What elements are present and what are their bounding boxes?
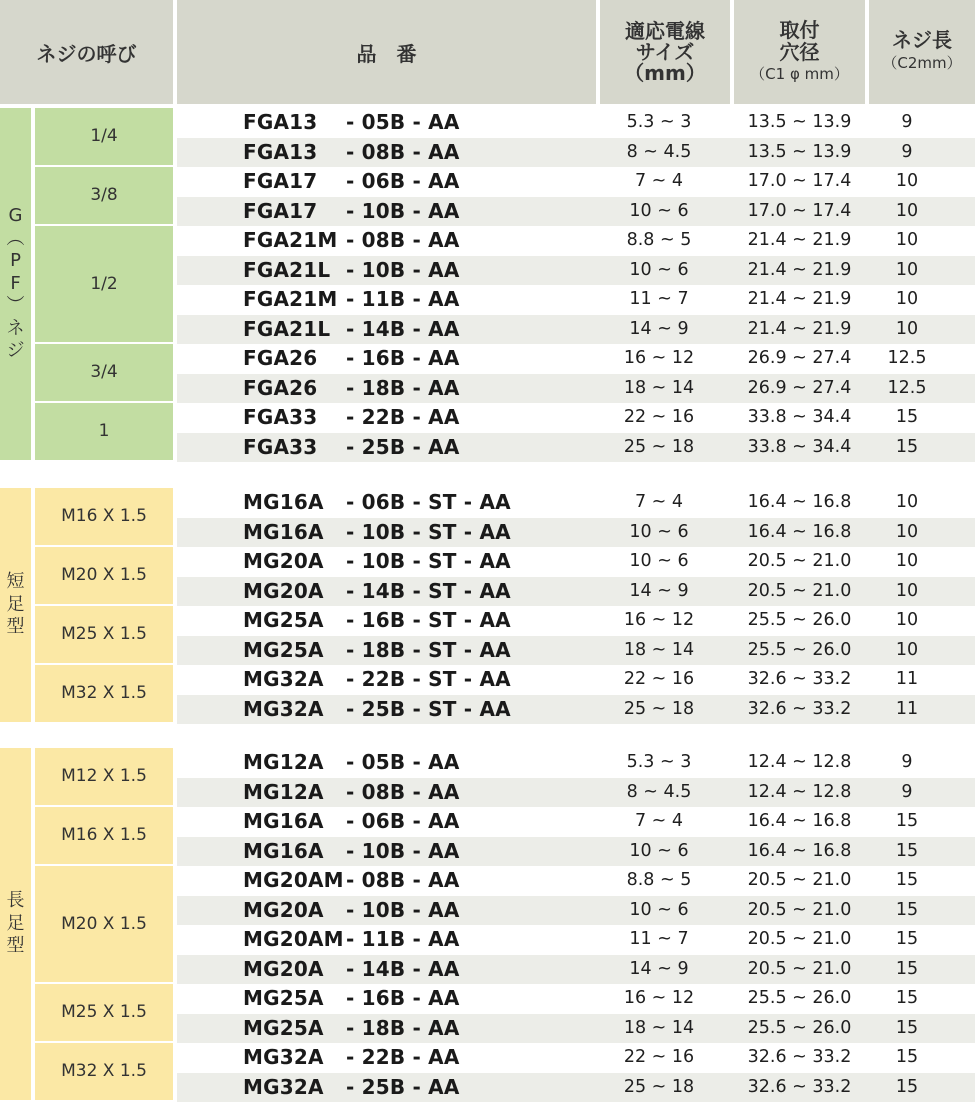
part-number: [243, 256, 460, 285]
part-number: [243, 695, 511, 724]
section-label-char: ︵: [6, 227, 25, 249]
thread-length: 11: [895, 698, 919, 719]
wire-size: 10 ~ 6: [629, 521, 689, 542]
part-number-suffix: - 10B - AA: [346, 198, 460, 223]
section-label-char: G: [8, 205, 23, 227]
part-number-base: FGA21M: [243, 228, 338, 252]
part-number: [243, 606, 511, 635]
table-row: [177, 547, 975, 576]
part-number: [243, 807, 460, 836]
wire-size: 16 ~ 12: [623, 610, 695, 630]
header-thread: ネジの呼び: [36, 41, 137, 66]
thread-length: 15: [895, 958, 919, 979]
header-wire-line1: 適応電線: [625, 18, 705, 43]
wire-size: 22 ~ 16: [623, 1047, 695, 1067]
wire-size: 18 ~ 14: [623, 1017, 695, 1038]
section-label-char: ︶: [6, 295, 25, 317]
part-number-base: FGA33: [243, 434, 318, 459]
thread-length: 15: [895, 870, 919, 890]
part-number-base: FGA21L: [243, 316, 331, 341]
table-row: [177, 315, 975, 344]
table-row: [177, 1073, 975, 1102]
mount-hole: 20.5 ~ 21.0: [747, 551, 852, 571]
part-number-base: MG20AM: [243, 927, 344, 951]
section-label-char: P: [10, 250, 21, 272]
table-row: [177, 374, 975, 403]
mount-hole: 33.8 ~ 34.4: [747, 407, 852, 427]
wire-size: 18 ~ 14: [623, 639, 695, 660]
table-row: [177, 778, 975, 807]
part-number-suffix: - 05B - AA: [346, 110, 460, 134]
part-number-base: MG32A: [243, 1074, 324, 1099]
table-row: [177, 226, 975, 255]
thread-length: 15: [895, 436, 919, 457]
part-number-base: MG16A: [243, 809, 324, 833]
mount-hole: 32.6 ~ 33.2: [747, 669, 852, 689]
table-row: [177, 108, 975, 137]
thread-length: 10: [895, 318, 919, 339]
thread-size-cell: 3/4: [35, 344, 173, 401]
mount-hole: 16.4 ~ 16.8: [747, 492, 852, 512]
mount-hole: 25.5 ~ 26.0: [747, 1017, 852, 1038]
part-number: [243, 984, 460, 1013]
part-number-base: MG20A: [243, 897, 324, 922]
wire-size: 10 ~ 6: [629, 259, 689, 280]
table-row: [177, 344, 975, 373]
table-row: [177, 197, 975, 226]
mount-hole: 20.5 ~ 21.0: [747, 958, 852, 979]
thread-size-cell: 1/4: [35, 108, 173, 165]
header-length-unit: （C2mm）: [882, 54, 962, 72]
part-number: [243, 866, 460, 895]
part-number-suffix: - 08B - AA: [346, 779, 460, 804]
thread-size-cell: M25 X 1.5: [35, 984, 173, 1041]
part-number-suffix: - 18B - AA: [346, 375, 460, 400]
section-label: [0, 488, 31, 722]
part-number-suffix: - 10B - AA: [346, 838, 460, 863]
part-number: [243, 518, 511, 547]
wire-size: 8 ~ 4.5: [626, 781, 692, 802]
mount-hole: 21.4 ~ 21.9: [747, 289, 852, 309]
mount-hole: 21.4 ~ 21.9: [747, 259, 852, 280]
part-number: [243, 577, 511, 606]
part-number-suffix: - 06B - AA: [346, 169, 460, 193]
thread-length: 10: [895, 200, 919, 221]
part-number: [243, 1073, 460, 1102]
part-number: [243, 433, 460, 462]
part-number: [243, 197, 460, 226]
thread-length: 10: [895, 639, 919, 660]
part-number: [243, 837, 460, 866]
mount-hole: 32.6 ~ 33.2: [747, 1076, 852, 1097]
table-row: [177, 837, 975, 866]
part-number-suffix: - 06B - ST - AA: [346, 490, 511, 514]
part-number-suffix: - 22B - AA: [346, 405, 460, 429]
thread-size-cell: M20 X 1.5: [35, 866, 173, 982]
part-number: [243, 344, 460, 373]
part-number-base: MG32A: [243, 1045, 324, 1069]
part-number-base: MG16A: [243, 490, 324, 514]
table-row: [177, 984, 975, 1013]
part-number-base: FGA17: [243, 169, 318, 193]
part-number-base: FGA13: [243, 110, 318, 134]
header-wire-line3: （mm）: [624, 60, 706, 85]
part-number-base: FGA33: [243, 405, 318, 429]
wire-size: 7 ~ 4: [634, 171, 684, 191]
part-number-base: MG25A: [243, 986, 324, 1010]
part-number-base: MG25A: [243, 1015, 324, 1040]
wire-size: 11 ~ 7: [629, 289, 689, 309]
table-row: [177, 866, 975, 895]
table-row: [177, 807, 975, 836]
part-number-base: MG12A: [243, 779, 324, 804]
part-number-base: MG20A: [243, 549, 324, 573]
table-row: [177, 256, 975, 285]
mount-hole: 26.9 ~ 27.4: [747, 348, 852, 368]
part-number: [243, 285, 460, 314]
thread-length: 10: [895, 521, 919, 542]
header-length-line1: ネジ長: [892, 28, 952, 52]
part-number-base: MG12A: [243, 750, 324, 774]
part-number: [243, 374, 460, 403]
mount-hole: 20.5 ~ 21.0: [747, 580, 852, 601]
part-number-suffix: - 06B - AA: [346, 809, 460, 833]
part-number: [243, 547, 511, 576]
section-label-char: ネ: [6, 317, 25, 339]
thread-length: 15: [895, 811, 919, 831]
part-number-base: MG20A: [243, 956, 324, 981]
table-row: [177, 636, 975, 665]
table-row: [177, 1014, 975, 1043]
wire-size: 16 ~ 12: [623, 348, 695, 368]
mount-hole: 21.4 ~ 21.9: [747, 318, 852, 339]
header-hole-line1: 取付: [779, 18, 820, 42]
table-row: [177, 488, 975, 517]
mount-hole: 17.0 ~ 17.4: [747, 200, 852, 221]
part-number-base: MG32A: [243, 667, 324, 691]
wire-size: 22 ~ 16: [623, 669, 695, 689]
table-row: [177, 606, 975, 635]
wire-size: 10 ~ 6: [629, 200, 689, 221]
wire-size: 7 ~ 4: [634, 811, 684, 831]
part-number: [243, 896, 460, 925]
thread-size-cell: M32 X 1.5: [35, 1043, 173, 1100]
part-number-suffix: - 10B - ST - AA: [346, 549, 511, 573]
part-number: [243, 955, 460, 984]
part-number-suffix: - 11B - AA: [346, 287, 460, 311]
thread-length: 15: [895, 929, 919, 949]
thread-length: 10: [895, 230, 919, 250]
mount-hole: 20.5 ~ 21.0: [747, 929, 852, 949]
part-number-base: FGA21M: [243, 287, 338, 311]
section-label: [0, 108, 31, 460]
wire-size: 22 ~ 16: [623, 407, 695, 427]
wire-size: 11 ~ 7: [629, 929, 689, 949]
part-number-base: MG16A: [243, 519, 324, 544]
header-thread-cell: [0, 0, 173, 104]
thread-length: 15: [895, 1017, 919, 1038]
part-number-suffix: - 16B - AA: [346, 346, 460, 370]
table-row: [177, 955, 975, 984]
mount-hole: 25.5 ~ 26.0: [747, 639, 852, 660]
part-number-suffix: - 08B - AA: [346, 868, 460, 892]
part-number-base: MG16A: [243, 838, 324, 863]
mount-hole: 13.5 ~ 13.9: [747, 112, 852, 132]
part-number-suffix: - 14B - AA: [346, 956, 460, 981]
mount-hole: 33.8 ~ 34.4: [747, 436, 852, 457]
wire-size: 14 ~ 9: [629, 958, 689, 979]
table-row: [177, 665, 975, 694]
part-number: [243, 108, 460, 137]
part-number: [243, 167, 460, 196]
part-number-base: FGA17: [243, 198, 318, 223]
thread-length: 15: [895, 988, 919, 1008]
part-number-base: MG32A: [243, 696, 324, 721]
wire-size: 18 ~ 14: [623, 377, 695, 398]
part-number: [243, 1014, 460, 1043]
thread-length: 12.5: [887, 348, 927, 368]
section-label-char: 足: [6, 593, 25, 615]
thread-size-cell: 1: [35, 403, 173, 460]
thread-length: 11: [895, 669, 919, 689]
header-wire-cell: [600, 0, 730, 104]
header-part: 品 番: [356, 41, 417, 66]
thread-length: 10: [895, 610, 919, 630]
part-number: [243, 226, 460, 255]
part-number: [243, 488, 511, 517]
header-wire-line2: サイズ: [635, 39, 695, 64]
table-row: [177, 167, 975, 196]
table-row: [177, 403, 975, 432]
table-row: [177, 577, 975, 606]
mount-hole: 12.4 ~ 12.8: [747, 781, 852, 802]
wire-size: 8 ~ 4.5: [626, 141, 692, 162]
thread-size-cell: 1/2: [35, 226, 173, 342]
mount-hole: 13.5 ~ 13.9: [747, 141, 852, 162]
section-label-char: 型: [6, 935, 25, 957]
wire-size: 25 ~ 18: [623, 1076, 695, 1097]
wire-size: 8.8 ~ 5: [626, 230, 692, 250]
wire-size: 10 ~ 6: [629, 840, 689, 861]
section-label-char: 短: [6, 571, 25, 593]
table-row: [177, 433, 975, 462]
thread-length: 15: [895, 407, 919, 427]
part-number: [243, 138, 460, 167]
part-number-suffix: - 10B - AA: [346, 897, 460, 922]
wire-size: 25 ~ 18: [623, 436, 695, 457]
thread-size-cell: M12 X 1.5: [35, 748, 173, 805]
part-number-base: MG20AM: [243, 868, 344, 892]
table-row: [177, 138, 975, 167]
wire-size: 8.8 ~ 5: [626, 870, 692, 890]
thread-size-cell: M20 X 1.5: [35, 547, 173, 604]
header-part-cell: [177, 0, 596, 104]
wire-size: 14 ~ 9: [629, 318, 689, 339]
wire-size: 16 ~ 12: [623, 988, 695, 1008]
part-number-suffix: - 16B - ST - AA: [346, 608, 511, 632]
table-row: [177, 695, 975, 724]
table-row: [177, 748, 975, 777]
section-label-char: 長: [6, 890, 25, 912]
mount-hole: 32.6 ~ 33.2: [747, 698, 852, 719]
part-number-base: FGA13: [243, 139, 318, 164]
thread-length: 15: [895, 840, 919, 861]
mount-hole: 21.4 ~ 21.9: [747, 230, 852, 250]
mount-hole: 25.5 ~ 26.0: [747, 610, 852, 630]
part-number: [243, 748, 460, 777]
thread-length: 9: [901, 781, 913, 802]
part-number-suffix: - 22B - AA: [346, 1045, 460, 1069]
header-hole-line2: 穴径: [779, 40, 820, 64]
thread-length: 10: [895, 289, 919, 309]
thread-length: 10: [895, 492, 919, 512]
part-number-suffix: - 11B - AA: [346, 927, 460, 951]
part-number: [243, 403, 460, 432]
wire-size: 7 ~ 4: [634, 492, 684, 512]
section-label-char: F: [10, 272, 21, 294]
part-number-base: FGA21L: [243, 257, 331, 282]
mount-hole: 32.6 ~ 33.2: [747, 1047, 852, 1067]
part-number-base: MG25A: [243, 637, 324, 662]
thread-length: 10: [895, 551, 919, 571]
part-number-base: FGA26: [243, 375, 318, 400]
thread-length: 15: [895, 1076, 919, 1097]
mount-hole: 16.4 ~ 16.8: [747, 840, 852, 861]
thread-length: 12.5: [887, 377, 927, 398]
thread-length: 9: [901, 752, 913, 772]
section-label-char: 足: [6, 912, 25, 934]
part-number-base: MG25A: [243, 608, 324, 632]
mount-hole: 12.4 ~ 12.8: [747, 752, 852, 772]
thread-length: 9: [901, 112, 913, 132]
part-number-suffix: - 18B - AA: [346, 1015, 460, 1040]
mount-hole: 17.0 ~ 17.4: [747, 171, 852, 191]
thread-length: 9: [901, 141, 913, 162]
section-label-char: ジ: [6, 340, 25, 362]
thread-size-cell: M25 X 1.5: [35, 606, 173, 663]
part-number-base: FGA26: [243, 346, 318, 370]
thread-length: 10: [895, 580, 919, 601]
part-number-suffix: - 18B - ST - AA: [346, 637, 511, 662]
part-number: [243, 665, 511, 694]
part-number-suffix: - 05B - AA: [346, 750, 460, 774]
mount-hole: 26.9 ~ 27.4: [747, 377, 852, 398]
part-number-suffix: - 08B - AA: [346, 228, 460, 252]
wire-size: 25 ~ 18: [623, 698, 695, 719]
part-number-suffix: - 25B - AA: [346, 1074, 460, 1099]
thread-length: 15: [895, 899, 919, 920]
wire-size: 10 ~ 6: [629, 899, 689, 920]
wire-size: 10 ~ 6: [629, 551, 689, 571]
part-number-suffix: - 14B - ST - AA: [346, 578, 511, 603]
part-number-suffix: - 25B - AA: [346, 434, 460, 459]
part-number-base: MG20A: [243, 578, 324, 603]
part-number-suffix: - 16B - AA: [346, 986, 460, 1010]
part-number: [243, 925, 460, 954]
section-label-char: 型: [6, 616, 25, 638]
part-number-suffix: - 10B - ST - AA: [346, 519, 511, 544]
thread-length: 15: [895, 1047, 919, 1067]
thread-size-cell: M32 X 1.5: [35, 665, 173, 722]
part-number: [243, 636, 511, 665]
wire-size: 5.3 ~ 3: [626, 752, 692, 772]
part-number: [243, 1043, 460, 1072]
part-number-suffix: - 10B - AA: [346, 257, 460, 282]
table-row: [177, 896, 975, 925]
mount-hole: 25.5 ~ 26.0: [747, 988, 852, 1008]
part-number-suffix: - 14B - AA: [346, 316, 460, 341]
header-hole-cell: [734, 0, 865, 104]
thread-length: 10: [895, 171, 919, 191]
mount-hole: 16.4 ~ 16.8: [747, 811, 852, 831]
table-row: [177, 925, 975, 954]
wire-size: 5.3 ~ 3: [626, 112, 692, 132]
part-number: [243, 778, 460, 807]
mount-hole: 20.5 ~ 21.0: [747, 870, 852, 890]
table-row: [177, 285, 975, 314]
table-row: [177, 1043, 975, 1072]
thread-length: 10: [895, 259, 919, 280]
thread-size-cell: M16 X 1.5: [35, 488, 173, 545]
part-number-suffix: - 08B - AA: [346, 139, 460, 164]
header-length-cell: [869, 0, 975, 104]
wire-size: 14 ~ 9: [629, 580, 689, 601]
table-row: [177, 518, 975, 547]
section-label: [0, 748, 31, 1100]
mount-hole: 20.5 ~ 21.0: [747, 899, 852, 920]
thread-size-cell: M16 X 1.5: [35, 807, 173, 864]
part-number-suffix: - 25B - ST - AA: [346, 696, 511, 721]
thread-size-cell: 3/8: [35, 167, 173, 224]
part-number-suffix: - 22B - ST - AA: [346, 667, 511, 691]
part-number: [243, 315, 460, 344]
mount-hole: 16.4 ~ 16.8: [747, 521, 852, 542]
header-hole-unit: （C1 φ mm）: [750, 65, 849, 83]
